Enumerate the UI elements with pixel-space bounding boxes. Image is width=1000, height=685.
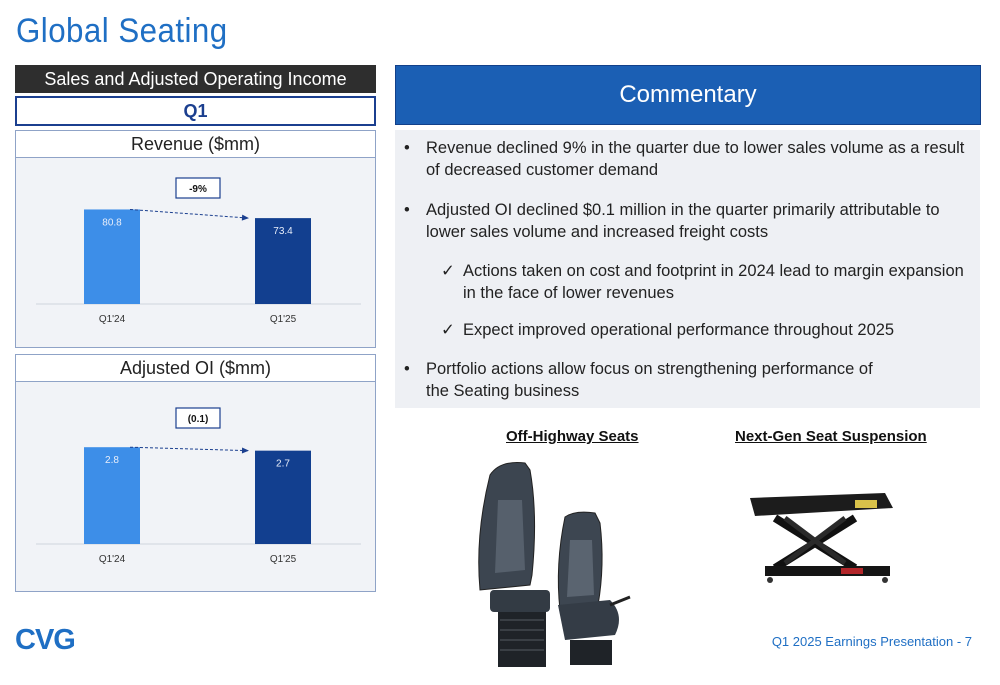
adjusted-oi-chart [16,382,375,591]
commentary-bullet: • Adjusted OI declined $0.1 million in the quarter primarily attributable to lower sales volume and increased freight costs [404,201,940,241]
seat-image [470,455,650,675]
cvg-logo [15,625,107,653]
x-tick-label: Q1'24 [98,554,126,565]
x-tick-label: Q1'25 [269,314,297,325]
commentary-title: Commentary [395,65,981,125]
bar-value-label: 73.4 [273,226,293,238]
change-arrow [130,447,249,450]
product-label-seats: Off-Highway Seats [506,428,639,445]
bar-value-label: 2.8 [105,455,119,467]
change-arrowhead [242,447,249,453]
commentary-body [395,130,980,408]
commentary-check: ✓ Actions taken on cost and footprint in 2024 lead to margin expansion in the face of lower revenues [441,262,964,302]
change-arrowhead [242,215,249,221]
commentary-check: ✓ Expect improved operational performance throughout 2025 [441,321,895,339]
x-tick-label: Q1'24 [98,314,126,325]
bullet-mark: • [404,139,410,157]
product-label-suspension: Next-Gen Seat Suspension [735,428,927,445]
bullet-mark: • [404,201,410,219]
check-icon: ✓ [441,262,455,280]
page-title: Global Seating [16,12,228,50]
x-tick-label: Q1'25 [269,554,297,565]
bar-value-label: 80.8 [102,217,122,229]
period-label: Q1 [15,96,376,126]
bar-value-label: 2.7 [276,458,290,470]
adjusted-oi-panel [15,354,376,592]
svg-text:CVG: CVG [15,625,75,653]
section-header: Sales and Adjusted Operating Income [15,65,376,93]
revenue-chart [16,158,375,347]
adjusted-oi-chart-title: Adjusted OI ($mm) [16,355,375,382]
change-label: -9% [189,184,207,195]
change-arrow [130,209,249,218]
change-label: (0.1) [187,414,209,425]
footer-text: Q1 2025 Earnings Presentation - 7 [771,634,972,649]
commentary-bullet: • Portfolio actions allow focus on strengthening performance of the Seating business [404,360,873,400]
revenue-panel [15,130,376,348]
suspension-image [745,488,895,588]
check-icon: ✓ [441,321,455,339]
commentary-bullet: • Revenue declined 9% in the quarter due to lower sales volume as a result of decreased customer demand [404,139,965,179]
bullet-mark: • [404,360,410,378]
revenue-chart-title: Revenue ($mm) [16,131,375,158]
